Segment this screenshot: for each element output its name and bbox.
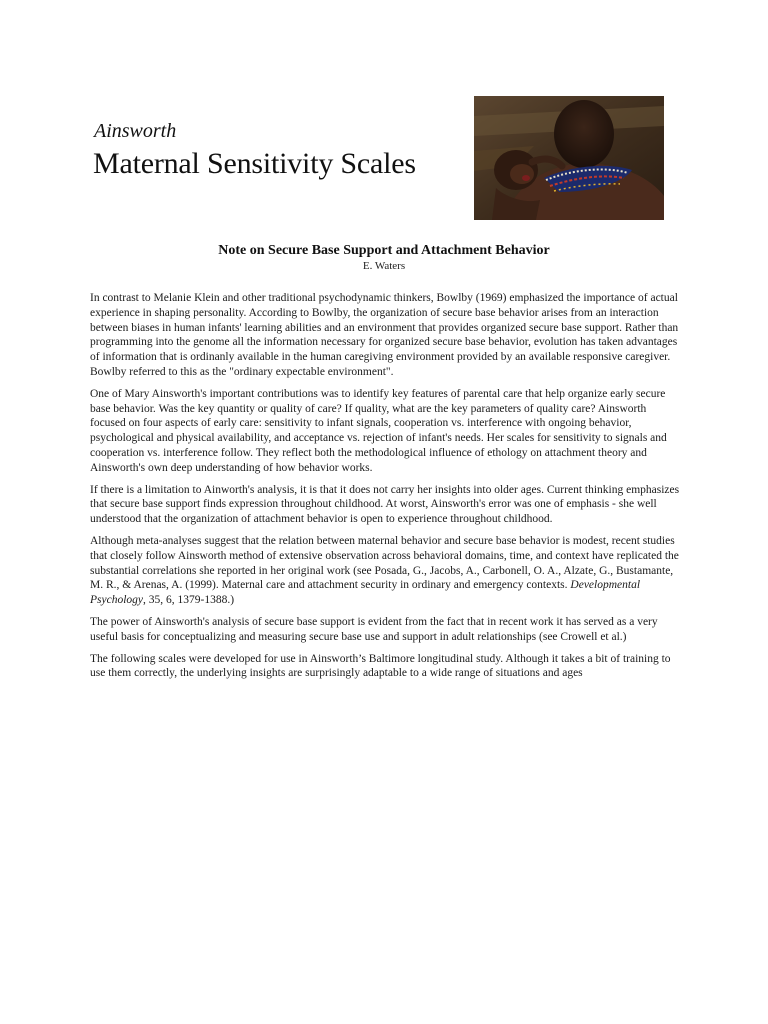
header-subtitle: Ainsworth bbox=[94, 120, 177, 142]
paragraph-6: The following scales were developed for use in Ainsworth’s Baltimore longitudinal study. Although it takes a bit of training to use them correctly, the underlying insights are surprisingly adaptable to a wide range of situations and ages bbox=[90, 652, 671, 680]
paragraph-4 bbox=[90, 534, 682, 608]
paragraph-5: The power of Ainsworth's analysis of secure base support is evident from the fact that in recent work it has served as a very useful basis for conceptualizing and measuring secure base use and support in adult relationships (see Crowell et al.) bbox=[90, 615, 658, 643]
page-title: Maternal Sensitivity Scales bbox=[93, 147, 416, 180]
mother-and-infant-photo bbox=[474, 96, 664, 220]
paragraph-4-citation: , 35, 6, 1379-1388.) bbox=[143, 594, 235, 607]
paragraph-4-text: Although meta-analyses suggest that the relation between maternal behavior and secure base behavior is modest, recent studies that closely follow Ainsworth method of extensive observation across behavioral domains, time, and context have replicated the substantial correlations she reported in her original work (see Posada, G., Jacobs, A., Carbonell, O. A., Alzate, G., Bustamante, M. R., & Arenas, A. (1999). Maternal care and attachment security in ordinary and emergency contexts. bbox=[90, 534, 679, 592]
note-author: E. Waters bbox=[362, 260, 406, 272]
paragraph-1: In contrast to Melanie Klein and other traditional psychodynamic thinkers, Bowlby (1969) emphasized the importance of actual experience in shaping personality. According to Bowlby, the organization of secure base behavior arises from an interaction between biases in human infants' learning abilities and an environment that provides organized secure base support. Rather than programming into the genome all the information necessary for organized secure base behavior, evolution has taken advantages of information that is ordinanly available in the human caregiving environment provided by an available responsive caregiver. Bowlby referred to this as the "ordinary expectable environment". bbox=[90, 292, 679, 378]
paragraph-2: One of Mary Ainsworth's important contributions was to identify key features of parental care that help organize early secure base behavior. Was the key quantity or quality of care? If quality, what are the key parameters of quality care? Ainsworth focused on four aspects of early care: sensitivity to infant signals, cooperation vs. interference with ongoing behavior, psychological and physical availability, and acceptance vs. rejection of infant's needs. Her scales for sensitivity to signals and cooperation vs. interference follow. They reflect both the methodological influence of ethology on attachment theory and Ainsworth's own deep understanding of how behavior works. bbox=[90, 387, 667, 474]
paragraph-3: If there is a limitation to Ainworth's analysis, it is that it does not carry her insights into older ages. Current thinking emphasizes that secure base support finds expression throughout childhood. At worst, Ainsworth's error was one of emphasis - she well understood that the organization of attachment behavior is open to experience throughout childhood. bbox=[90, 483, 680, 526]
document-body bbox=[90, 291, 682, 688]
note-title: Note on Secure Base Support and Attachment Behavior bbox=[218, 243, 550, 258]
journal-title: Developmental Psychology bbox=[90, 579, 641, 607]
